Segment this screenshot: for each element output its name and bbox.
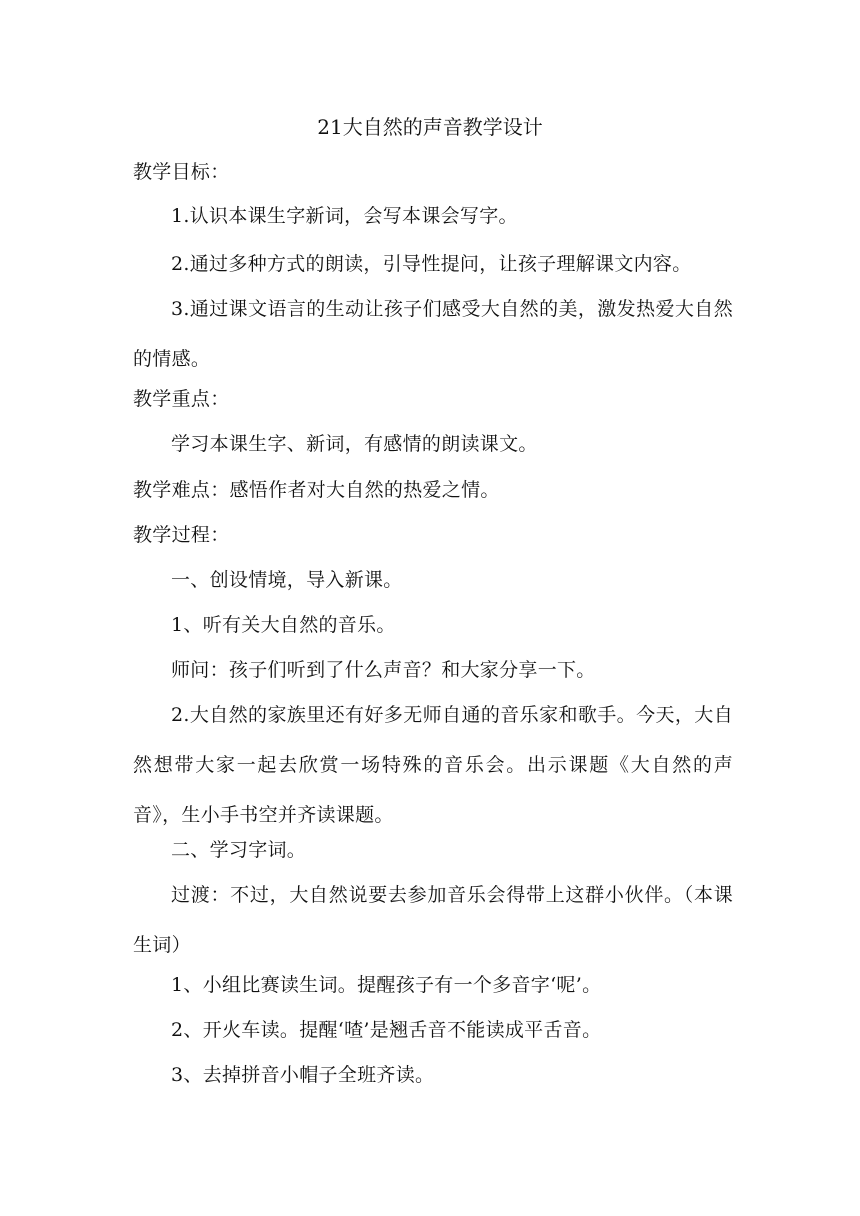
step-group-reading: 1、小组比赛读生词。提醒孩子有一个多音字‘呢’。 bbox=[171, 974, 602, 996]
teacher-question: 师问：孩子们听到了什么声音？和大家分享一下。 bbox=[171, 659, 596, 681]
goal-item-2: 2.通过多种方式的朗读，引导性提问，让孩子理解课文内容。 bbox=[171, 253, 692, 275]
step-class-reading: 3、去掉拼音小帽子全班齐读。 bbox=[171, 1064, 435, 1086]
step-listen-music: 1、听有关大自然的音乐。 bbox=[171, 614, 396, 636]
goal-item-3: 3.通过课文语言的生动让孩子们感受大自然的美，激发热爱大自然的情感。 bbox=[133, 298, 733, 370]
heading-teaching-goals: 教学目标： bbox=[133, 161, 230, 183]
key-points-text: 学习本课生字、新词，有感情的朗读课文。 bbox=[171, 433, 538, 455]
document-title: 21大自然的声音教学设计 bbox=[317, 115, 543, 139]
difficulty-text: 教学难点：感悟作者对大自然的热爱之情。 bbox=[133, 479, 500, 501]
section-one-heading: 一、创设情境，导入新课。 bbox=[171, 569, 403, 591]
section-two-heading: 二、学习字词。 bbox=[171, 839, 307, 861]
heading-teaching-process: 教学过程： bbox=[133, 524, 230, 546]
step-train-reading: 2、开火车读。提醒‘喳’是翘舌音不能读成平舌音。 bbox=[171, 1019, 602, 1041]
heading-key-points: 教学重点： bbox=[133, 388, 230, 410]
step-intro-topic: 2.大自然的家族里还有好多无师自通的音乐家和歌手。今天，大自然想带大家一起去欣赏一场特殊的音乐会。出示课题《大自然的声音》，生小手书空并齐读课题。 bbox=[133, 704, 733, 826]
goal-item-1: 1.认识本课生字新词，会写本课会写字。 bbox=[171, 205, 518, 227]
transition-text: 过渡：不过，大自然说要去参加音乐会得带上这群小伙伴。（本课生词） bbox=[133, 884, 733, 956]
